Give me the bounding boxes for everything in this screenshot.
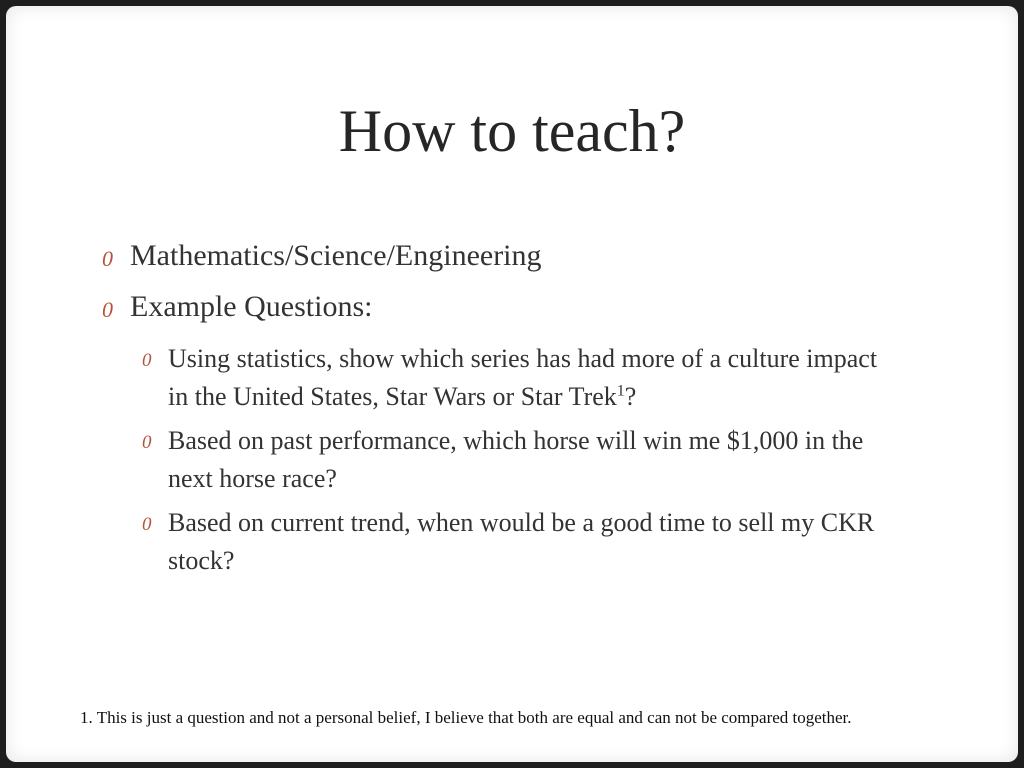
footnote: 1. This is just a question and not a personal belief, I believe that both are equal and can not be compared together. xyxy=(80,708,852,727)
sub-bullet-item xyxy=(142,340,902,416)
sub-bullet-text: Based on current trend, when would be a good time to sell my CKR stock? xyxy=(168,508,875,575)
sub-bullet-item xyxy=(142,422,902,498)
slide xyxy=(6,6,1018,762)
bullet-item xyxy=(102,289,902,328)
sub-bullet-text: Based on past performance, which horse will win me $1,000 in the next horse race? xyxy=(168,426,864,493)
footnote-reference: 1 xyxy=(616,382,625,400)
sub-bullet-main-text: Using statistics, show which series has had more of a culture impact in the United States, Star Wars or Star Trek xyxy=(168,344,878,411)
slide-title: How to teach? xyxy=(338,98,686,164)
bullet-marker-icon: 0 xyxy=(142,350,152,371)
sub-bullet-trailing-text: ? xyxy=(624,382,637,411)
sub-bullet-text xyxy=(168,340,888,416)
bullet-marker-icon: 0 xyxy=(142,514,152,535)
slide-content xyxy=(102,238,902,586)
bullet-item xyxy=(102,238,902,277)
bullet-marker-icon: 0 xyxy=(142,432,152,453)
bullet-text: Mathematics/Science/Engineering xyxy=(130,239,542,272)
sub-bullet-item xyxy=(142,504,902,580)
bullet-text: Example Questions: xyxy=(130,290,373,323)
bullet-marker-icon: 0 xyxy=(102,246,113,271)
bullet-marker-icon: 0 xyxy=(102,297,113,322)
